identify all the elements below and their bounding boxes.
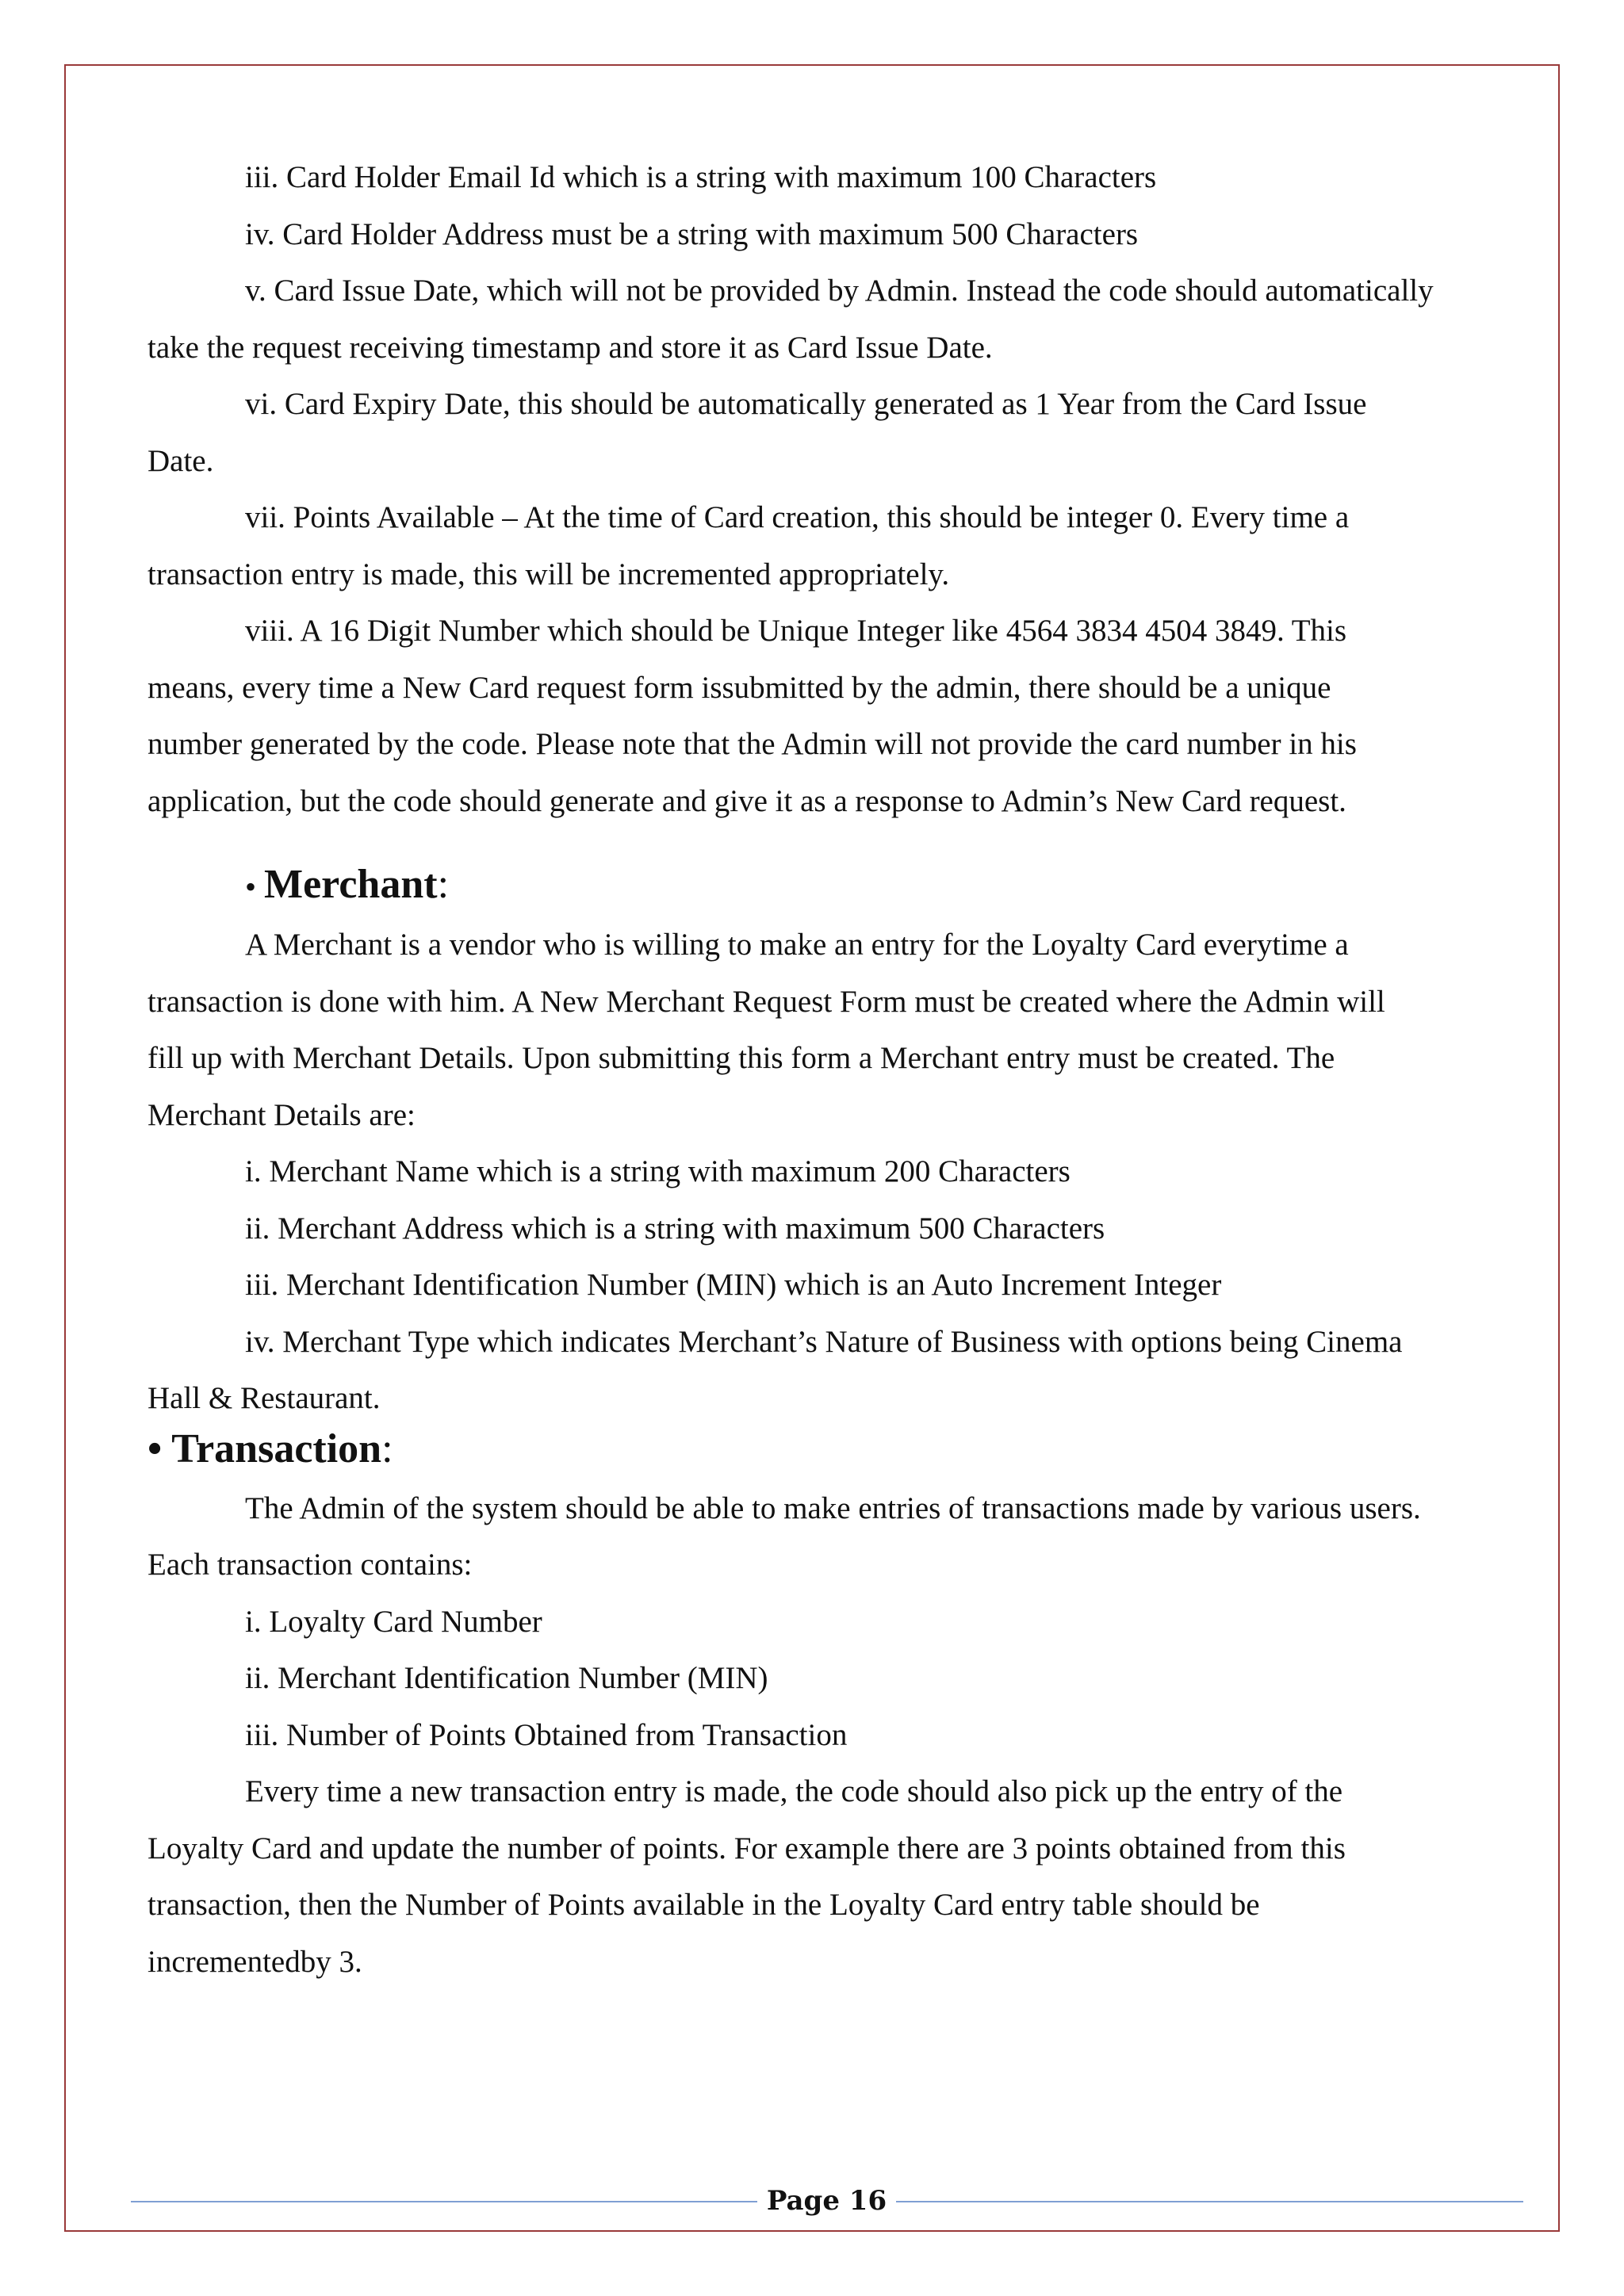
- transaction-closing-line1: Every time a new transaction entry is made, the code should also pick up the entry of the: [245, 1774, 1343, 1808]
- card-item-v-line2: take the request receiving timestamp and store it as Card Issue Date.: [147, 330, 993, 365]
- merchant-heading-colon: :: [437, 862, 450, 907]
- page-footer: [131, 2183, 1523, 2218]
- transaction-item-iii: iii. Number of Points Obtained from Transaction: [245, 1717, 848, 1752]
- card-item-iv: iv. Card Holder Address must be a string with maximum 500 Characters: [245, 216, 1139, 251]
- card-item-vii-line1: vii. Points Available – At the time of Card creation, this should be integer 0. Every time a: [245, 500, 1350, 534]
- merchant-item-ii: ii. Merchant Address which is a string with maximum 500 Characters: [245, 1211, 1105, 1246]
- transaction-closing-line3: transaction, then the Number of Points available in the Loyalty Card entry table should be: [147, 1888, 1260, 1922]
- transaction-closing-line4: incrementedby 3.: [147, 1944, 362, 1979]
- merchant-intro-line3: fill up with Merchant Details. Upon submitting this form a Merchant entry must be created. The: [147, 1041, 1335, 1075]
- transaction-item-i: i. Loyalty Card Number: [245, 1604, 542, 1639]
- merchant-intro-line4: Merchant Details are:: [147, 1097, 416, 1132]
- card-item-iii: iii. Card Holder Email Id which is a string with maximum 100 Characters: [245, 160, 1157, 194]
- transaction-intro-line1: The Admin of the system should be able to make entries of transactions made by various users.: [245, 1490, 1421, 1525]
- card-item-vii-line2: transaction entry is made, this will be incremented appropriately.: [147, 557, 950, 591]
- transaction-item-ii: ii. Merchant Identification Number (MIN): [245, 1661, 768, 1695]
- merchant-intro-line2: transaction is done with him. A New Merchant Request Form must be created where the Admin will: [147, 984, 1385, 1019]
- transaction-intro-line2: Each transaction contains:: [147, 1548, 473, 1582]
- card-item-viii-line2: means, every time a New Card request form issubmitted by the admin, there should be a unique: [147, 670, 1331, 705]
- merchant-heading-text: Merchant: [264, 862, 438, 907]
- merchant-item-iv-line2: Hall & Restaurant.: [147, 1381, 381, 1415]
- page-content: [147, 149, 1511, 1990]
- page-number: Page 16: [766, 2185, 887, 2217]
- card-item-vi-line2: Date.: [147, 443, 214, 478]
- card-item-vi-line1: vi. Card Expiry Date, this should be automatically generated as 1 Year from the Card Issue: [245, 387, 1367, 421]
- merchant-heading: [147, 863, 1511, 909]
- transaction-closing-line2: Loyalty Card and update the number of points. For example there are 3 points obtained from this: [147, 1831, 1346, 1866]
- merchant-bullet: •: [245, 869, 265, 905]
- card-item-viii-line3: number generated by the code. Please note that the Admin will not provide the card number in his: [147, 727, 1357, 761]
- footer-rule-right: [896, 2201, 1523, 2202]
- merchant-item-iii: iii. Merchant Identification Number (MIN) which is an Auto Increment Integer: [245, 1268, 1222, 1302]
- footer-rule-left: [131, 2201, 757, 2202]
- transaction-heading-colon: :: [381, 1425, 393, 1471]
- merchant-item-iv-line1: iv. Merchant Type which indicates Merchant’s Nature of Business with options being Cinema: [245, 1324, 1403, 1359]
- merchant-intro-line1: A Merchant is a vendor who is willing to make an entry for the Loyalty Card everytime a: [245, 928, 1349, 962]
- transaction-bullet: •: [147, 1425, 172, 1471]
- transaction-heading-text: Transaction: [171, 1425, 382, 1471]
- transaction-heading: [147, 1427, 1511, 1471]
- card-item-viii-line1: viii. A 16 Digit Number which should be Unique Integer like 4564 3834 4504 3849. This: [245, 614, 1347, 648]
- card-item-v-line1: v. Card Issue Date, which will not be provided by Admin. Instead the code should automatically: [245, 274, 1434, 308]
- card-item-viii-line4: application, but the code should generate and give it as a response to Admin’s New Card request.: [147, 783, 1346, 818]
- merchant-item-i: i. Merchant Name which is a string with maximum 200 Characters: [245, 1154, 1071, 1188]
